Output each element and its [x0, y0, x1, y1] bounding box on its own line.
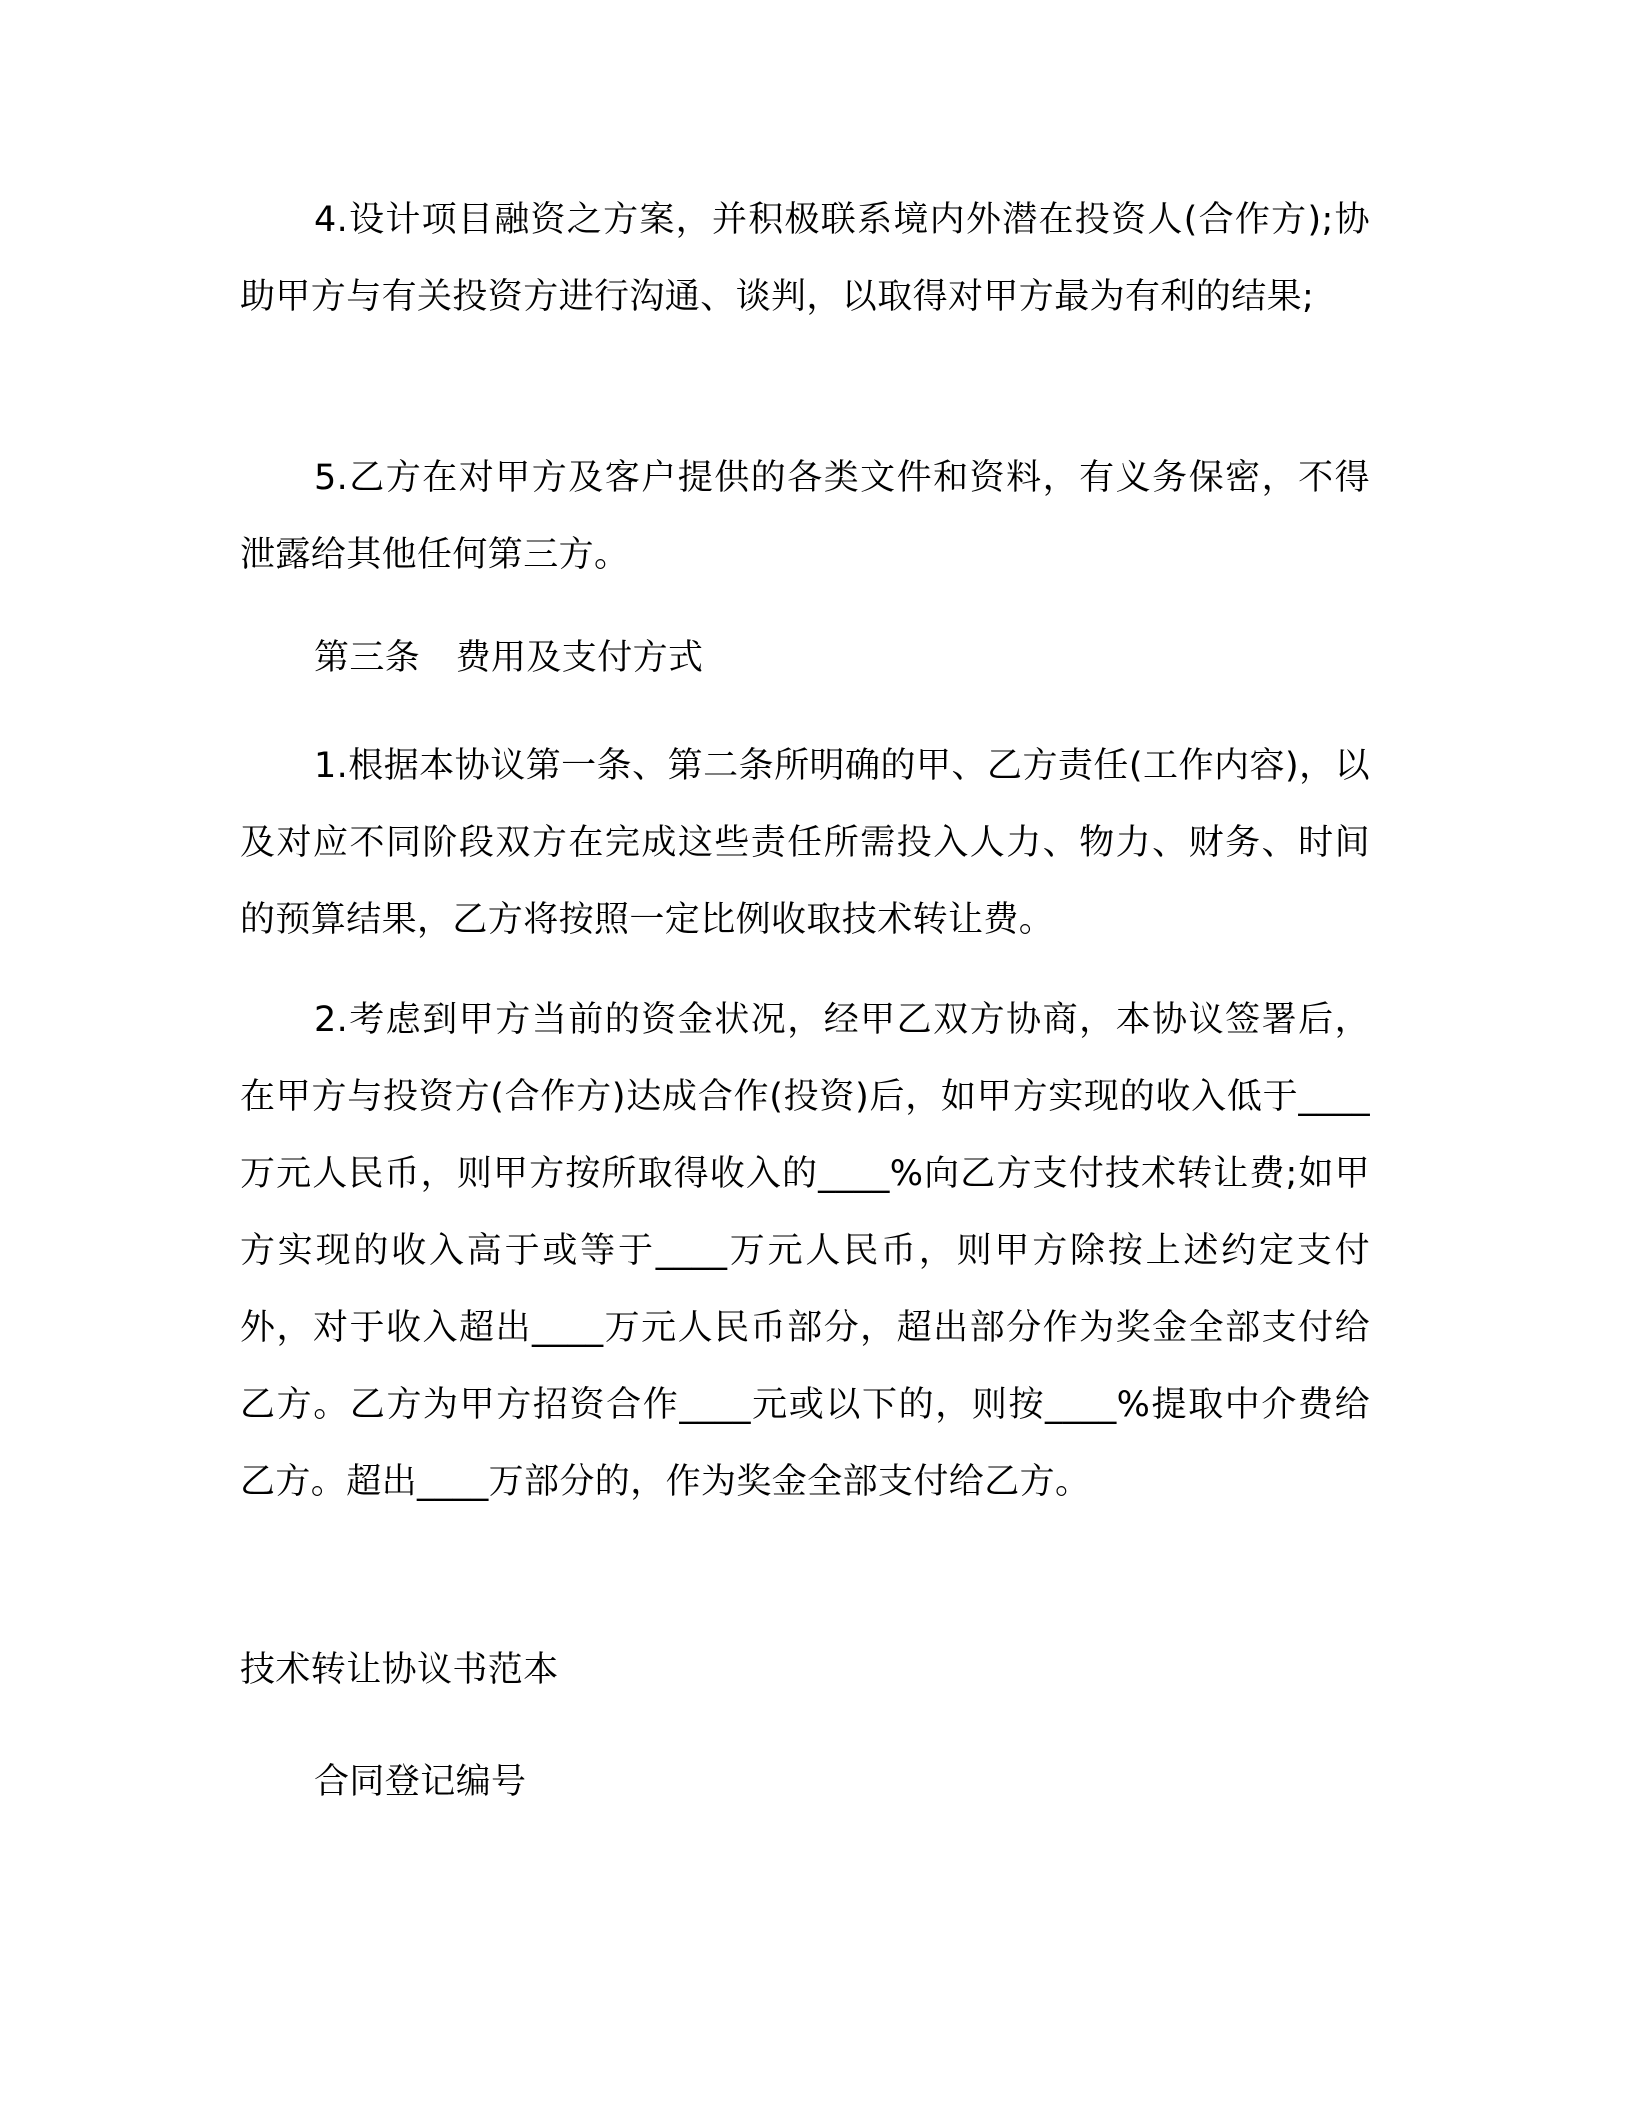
paragraph-payment-terms: 2.考虑到甲方当前的资金状况，经甲乙双方协商，本协议签署后，在甲方与投资方(合作方)达成合作(投资)后，如甲方实现的收入低于____万元人民币，则甲方按所取得收入的____%向乙方支付技术转让费;如甲方实现的收入高于或等于____万元人民币，则甲方除按上述约定支付外，对于收入超出____万元人民币部分，超出部分作为奖金全部支付给乙方。乙方为甲方招资合作____元或以下的，则按____%提取中介费给乙方。超出____万部分的，作为奖金全部支付给乙方。	[240, 1000, 1370, 1502]
document-title: 技术转让协议书范本	[240, 1650, 559, 1690]
contract-registration-number-label: 合同登记编号	[314, 1762, 527, 1802]
paragraph-confidentiality: 5.乙方在对甲方及客户提供的各类文件和资料，有义务保密，不得泄露给其他任何第三方。	[240, 458, 1370, 575]
paragraph-fee-basis: 1.根据本协议第一条、第二条所明确的甲、乙方责任(工作内容)，以及对应不同阶段双方在完成这些责任所需投入人力、物力、财务、时间的预算结果，乙方将按照一定比例收取技术转让费。	[240, 746, 1370, 940]
section-heading-fees: 第三条 费用及支付方式	[314, 638, 704, 678]
paragraph-financing-plan: 4.设计项目融资之方案，并积极联系境内外潜在投资人(合作方);协助甲方与有关投资方进行沟通、谈判，以取得对甲方最为有利的结果;	[240, 200, 1370, 317]
